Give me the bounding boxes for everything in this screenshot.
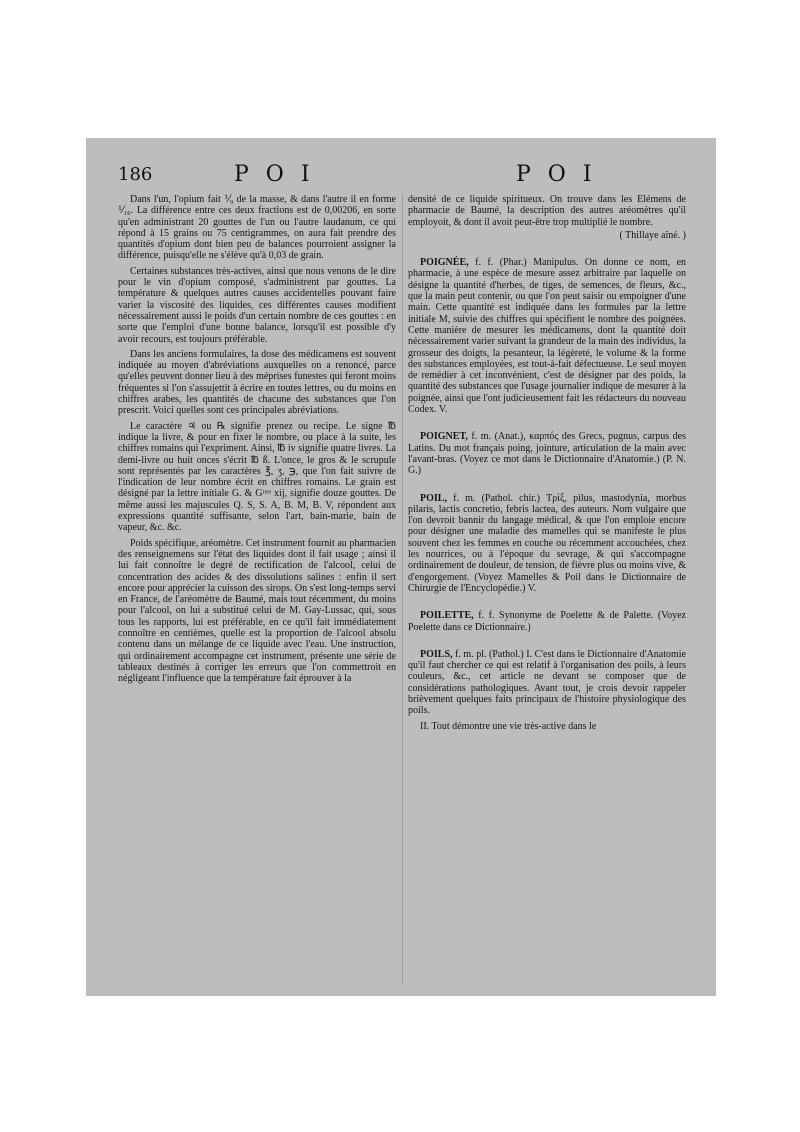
dictionary-entry [408,493,686,595]
author-signature: ( Thillaye aîné. ) [619,229,686,241]
paragraph: densité de ce liquide spiritueux. On trouve dans les Elémens de pharmacie de Baumé, la description des autres aréomètres qu'il employoit, & dont il avoit peut-être trop multiplié le nombre. [408,194,686,228]
paragraph: Le caractère ♃ ou ℞ signifie prenez ou recipe. Le signe ℔ indique la livre, & pour en fixer le nombre, ou place à la suite, les chiffres romains qui l'expriment. Ainsi, ℔ iv signifie quatre livres. La demi-livre ou huit onces s'écrit ℔ ß. L'once, le gros & le scrupule sont représentés par les caractères ℥, ʒ, ℈, que l'on fait suivre de l'indication de leur nombre écrit en chiffres romains. Le grain est désigné par la lettre initiale G. & Gᵗᵗᵉˢ xij, signifie douze gouttes. De même aussi les majuscules Q. S, S. A, B. M, B. V, répondent aux expressions quantité suffisante, selon l'art, bain-marie, bain de vapeur, &c. &c. [118,420,396,534]
headword: POILETTE, [420,610,474,622]
paragraph: Certaines substances très-actives, ainsi que nous venons de le dire pour le vin d'opium composé, s'administrent par gouttes. La température & quelques autres causes accidentelles pouvant faire varier la viscosité des liquides, ces différentes causes modifient nécessairement aussi le poids d'un certain nombre de ces gouttes : en sorte que l'emploi d'une bonne balance, lorsqu'il est possible d'y avoir recours, est toujours préférable. [118,265,396,345]
paragraph: II. Tout démontre une vie très-active dans le [420,720,597,732]
dictionary-entry [408,610,686,633]
dictionary-entry [408,649,686,717]
dictionary-entry [408,431,686,476]
column-divider [402,194,403,984]
paragraph: Dans l'un, l'opium fait ⅟₉ de la masse, & dans l'autre il en forme ⅟₁₆. La différence entre ces deux fractions est de 0,00206, en sorte qu'en administrant 20 gouttes de l'un ou l'autre laudanum, ce qui répond à 15 grains ou 75 centigrammes, on aura fait prendre des quantités d'opium dont bien peu de balances pourroient assigner la différence, puisqu'elle ne s'élève qu'à 0,03 de grain. [118,194,396,262]
running-head-right: P O I [516,162,597,187]
headword: POILS, [420,648,453,660]
headword: POIL, [420,492,447,504]
paragraph: Poids spécifique, aréomètre. Cet instrument fournit au pharmacien des renseignemens sur l'état des liquides dont il fait usage ; ainsi il lui fait connoître le degré de rectification de l'alcool, celui de concentration des acides & des dissolutions salines : enfin il sert encore pour apprécier la cuisson des sirops. On s'est long-temps servi en France, de l'aréomètre de Baumé, mais tout récemment, du moins pour l'alcool, on lui a substitué celui de M. Gay-Lussac, qui, sous tous les rapports, lui est préférable, en ce qu'il fait immédiatement connoître en centièmes, quelle est la proportion de l'alcool absolu contenu dans un mélange de ce liquide avec l'eau. Une instruction, qui ordinairement accompagne cet instrument, présente une série de tableaux destinés à corriger les erreurs que l'on commettroit en négligeant l'influence que la température fait éprouver à la [118,537,396,685]
entry-text: f. f. Synonyme de Poelette & de Palette. (Voyez Poelette dans ce Dictionnaire.) [408,610,686,633]
headword: POIGNET, [420,431,468,443]
headword: POIGNÉE, [420,257,469,269]
running-head-left: P O I [234,162,315,187]
right-column [408,194,686,736]
entry-text: f. m. pl. (Pathol.) I. C'est dans le Dictionnaire d'Anatomie qu'il faut chercher ce qui est relatif à l'organisation des poils, à leurs couleurs, &c., cet article ne devant se composer que de considérations pathologiques. Avant tout, je crois devoir rappeler brièvement quelques faits principaux de l'histoire physiologique des poils. [408,648,687,717]
page-number: 186 [118,164,153,185]
left-column [118,194,396,688]
scanned-page [86,138,716,996]
paragraph: Dans les anciens formulaires, la dose des médicamens est souvent indiquée au moyen d'abréviations auxquelles on a renoncé, parce qu'elles peuvent donner lieu à des méprises funestes qui feront moins fréquentes si l'on s'assujettit à écrire en toutes lettres, ou du moins en chiffres arabes, les quantités de chacune des substances que l'on prescrit. Voici quelles sont ces principales abréviations. [118,348,396,417]
entry-text: f. f. (Phar.) Manipulus. On donne ce nom, en pharmacie, à une espèce de mesure assez arbitraire par laquelle on désigne la quantité d'herbes, de tiges, de semences, de fleurs, &c., que la main peut contenir, ou que l'on peut saisir ou empoigner d'une main. Cette quantité est indiquée dans les formules par la lettre initiale M, suivie des chiffres qui spécifient le nombre des poignées. Cette manière de mesurer les médicamens, dont la quantité doit nécessairement varier suivant la grandeur de la main des individus, la grosseur des doigts, la pesanteur, la légèreté, le volume & la forme des substances employées, est tout-à-fait défectueuse. Le seul moyen de remédier à cet inconvénient, c'est de désigner par des poids, la quantité des substances que l'usage journalier indique de mesurer à la poignée, ainsi que l'ont judicieusement fait les rédacteurs du nouveau Codex. V. [408,257,687,416]
entry-text: f. m. (Pathol. chir.) Τρὶξ, pilus, mastodynia, morbus pilaris, lactis concretio, febris lactea, des auteurs. Nom vulgaire que l'on devroit bannir du langage médical, & que l'on emploie encore pour désigner une maladie des mamelles qui se manifeste le plus souvent chez les femmes en couche ou récemment accouchées, chez les nourrices, ou à l'époque du sevrage, & qui s'accompagne ordinairement de douleur, de tension, de fièvre plus ou moins vive, & d'engorgement. (Voyez Mamelles & Poil dans le Dictionnaire de Chirurgie de l'Encyclopédie.) V. [408,492,687,594]
entry-text: f. m. (Anat.), καρπός des Grecs, pugnus, carpus des Latins. Du mot français poing, jointure, articulation de la main avec l'avant-bras. (Voyez ce mot dans le Dictionnaire d'Anatomie.) (P. N. G.) [408,431,686,477]
dictionary-entry [408,257,686,415]
